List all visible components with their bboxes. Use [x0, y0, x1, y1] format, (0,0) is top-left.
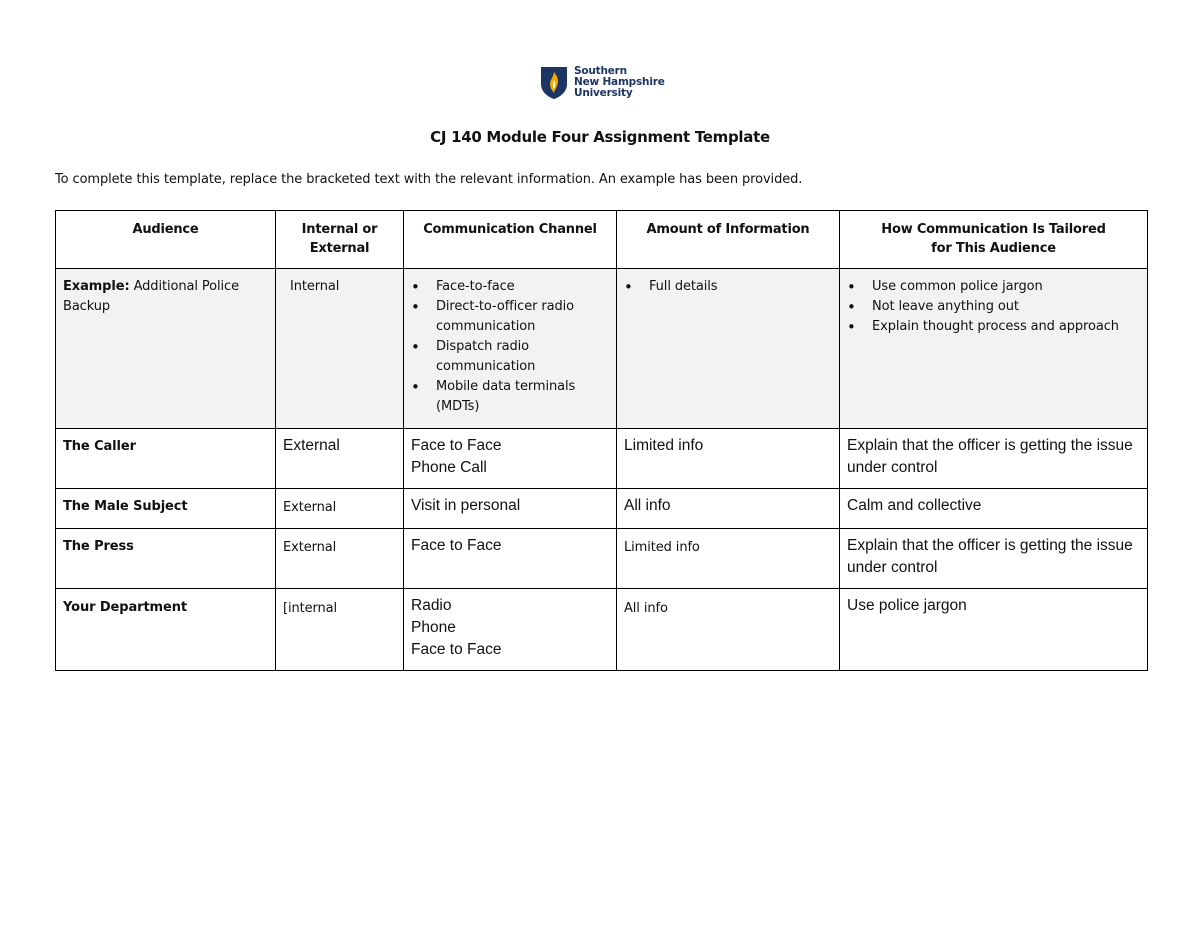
table-row: [56, 489, 1148, 529]
list-item: • Direct-to-officer radio communication: [404, 297, 608, 337]
channel-department[interactable]: Radio Phone Face to Face: [411, 597, 502, 658]
audience-male-subject: The Male Subject: [63, 499, 188, 514]
example-amount-cell: [617, 269, 840, 429]
amount-press[interactable]: Limited info: [624, 540, 700, 555]
list-item: • Face-to-face: [404, 277, 608, 297]
logo-wordmark: [574, 66, 665, 99]
header-internal-external: Internal or External: [276, 211, 404, 269]
header-row: [56, 211, 1148, 269]
example-amount-list: [617, 269, 839, 297]
audience-press: The Press: [63, 539, 134, 554]
table-row: [56, 529, 1148, 589]
internal-external-press[interactable]: External: [283, 540, 337, 555]
tailored-caller[interactable]: Explain that the officer is getting the issue under control: [847, 437, 1133, 476]
list-item: • Dispatch radio communication: [404, 337, 608, 377]
audience-caller: The Caller: [63, 439, 136, 454]
example-tailored-cell: [840, 269, 1148, 429]
header-channel: Communication Channel: [404, 211, 617, 269]
shield-flame-icon: [540, 66, 568, 100]
amount-male-subject[interactable]: All info: [624, 497, 671, 514]
list-item: • Full details: [617, 277, 839, 297]
logo-line-3: University: [574, 87, 633, 99]
list-item: • Not leave anything out: [840, 297, 1147, 317]
example-audience: Additional Police Backup: [63, 279, 239, 314]
assignment-table: [55, 210, 1148, 671]
example-row: [56, 269, 1148, 429]
tailored-press[interactable]: Explain that the officer is getting the issue under control: [847, 537, 1133, 576]
internal-external-male-subject[interactable]: External: [283, 500, 337, 515]
tailored-male-subject[interactable]: Calm and collective: [847, 497, 982, 514]
header-tailored: How Communication Is Tailored for This Audience: [840, 211, 1148, 269]
example-internal-external: Internal: [290, 279, 340, 294]
instructions-text: To complete this template, replace the bracketed text with the relevant information. An example has been provided.: [55, 172, 803, 187]
university-logo: [540, 66, 665, 100]
table-row: [56, 589, 1148, 671]
tailored-department[interactable]: Use police jargon: [847, 597, 967, 614]
internal-external-caller[interactable]: External: [283, 437, 340, 454]
table-row: [56, 429, 1148, 489]
channel-press[interactable]: Face to Face: [411, 537, 502, 554]
example-label: Example:: [63, 279, 130, 294]
example-tailored-list: [840, 269, 1147, 337]
channel-caller[interactable]: Face to Face Phone Call: [411, 437, 502, 476]
audience-department: Your Department: [63, 600, 187, 615]
example-channel-list: [404, 269, 616, 417]
logo-line-2: New Hampshire: [574, 76, 665, 88]
header-audience: Audience: [56, 211, 276, 269]
example-internal-external-cell: [276, 269, 404, 429]
example-audience-cell: [56, 269, 276, 429]
header-amount: Amount of Information: [617, 211, 840, 269]
list-item: • Use common police jargon: [840, 277, 1147, 297]
amount-department[interactable]: All info: [624, 601, 668, 616]
example-channel-cell: [404, 269, 617, 429]
list-item: • Explain thought process and approach: [840, 317, 1147, 337]
amount-caller[interactable]: Limited info: [624, 437, 704, 454]
document-title: CJ 140 Module Four Assignment Template: [430, 128, 770, 146]
logo-line-1: Southern: [574, 65, 627, 77]
internal-external-department[interactable]: [internal: [283, 601, 338, 616]
channel-male-subject[interactable]: Visit in personal: [411, 497, 521, 514]
list-item: • Mobile data terminals (MDTs): [404, 377, 608, 417]
